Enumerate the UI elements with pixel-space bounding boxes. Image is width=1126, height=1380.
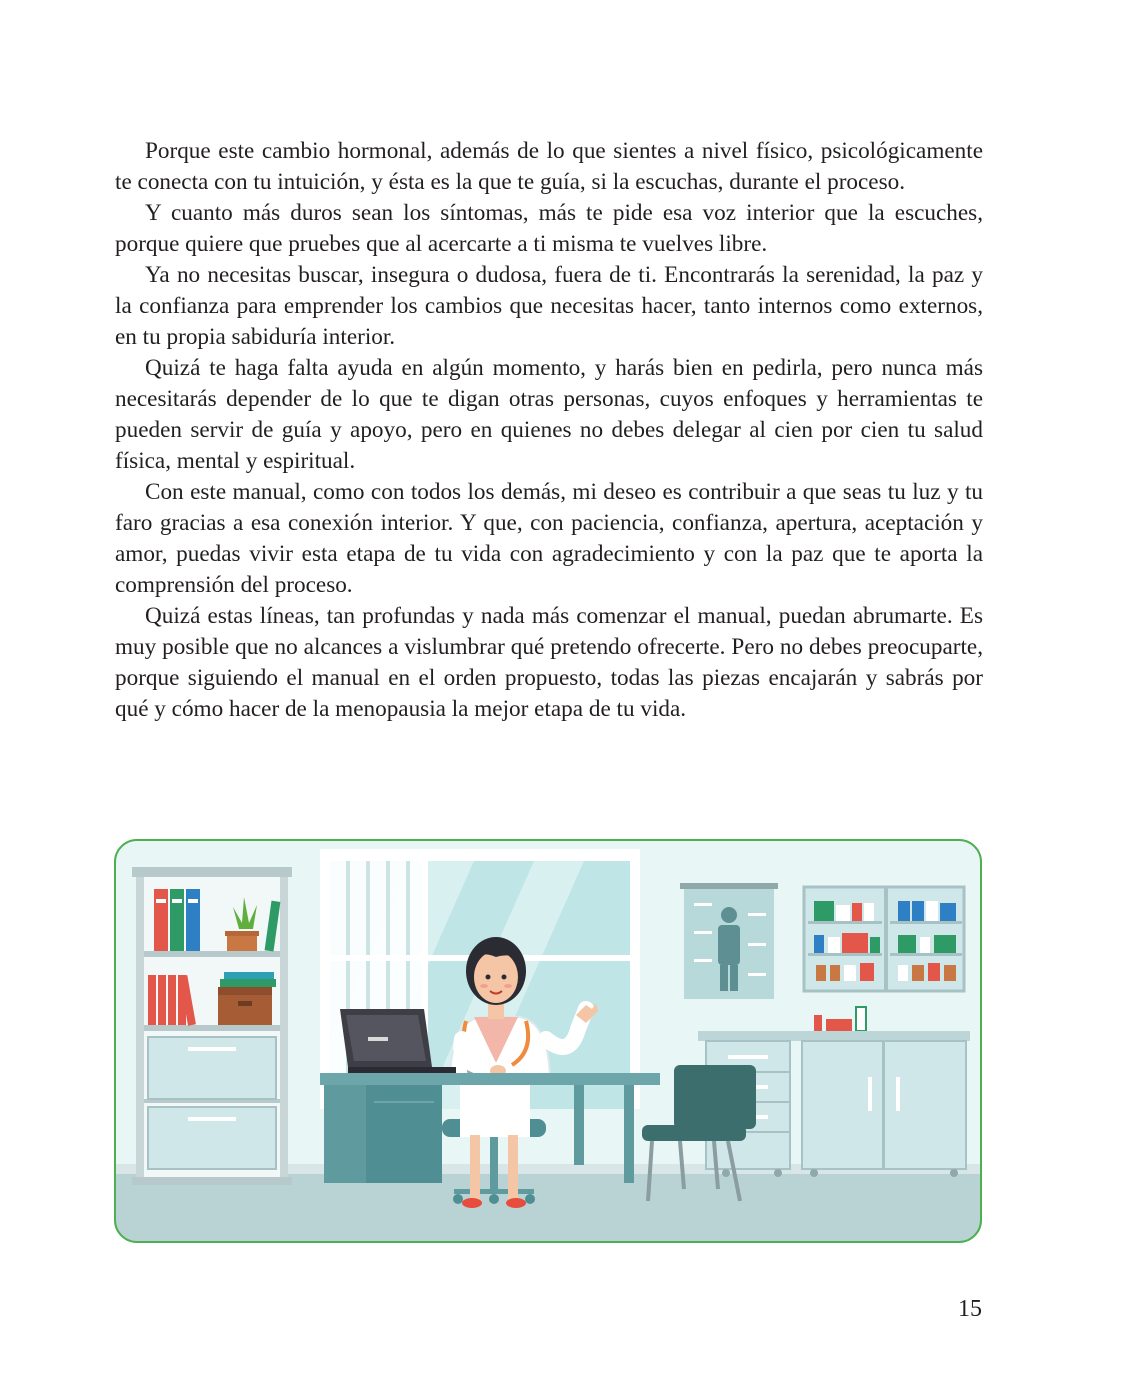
paragraph-6: Quizá estas líneas, tan profundas y nada más comenzar el manual, puedan abrumarte. Es muy posible que no alcances a vislumbrar qué pretendo ofrecerte. Pero no debes preocuparte, porque siguiendo el manual en el orden propuesto, todas las piezas encajarán y sabrás por qué y cómo hacer de la menopausia la mejor etapa de tu vida. [115, 603, 983, 722]
paragraph-4: Quizá te haga falta ayuda en algún momento, y harás bien en pedirla, pero nunca más necesitarás depender de lo que te digan otras personas, cuyos enfoques y herramientas te pueden servir de guía y apoyo, pero en quienes no debes delegar al cien por cien tu salud física, mental y espiritual. [115, 355, 983, 474]
anatomy-poster [680, 883, 778, 999]
doctor-office-svg [114, 839, 982, 1243]
medicine-cabinet [804, 887, 964, 991]
paragraph-3: Ya no necesitas buscar, insegura o dudosa, fuera de ti. Encontrarás la serenidad, la paz y la confianza para emprender los cambios que necesitas hacer, tanto internos como externos, en tu propia sabiduría interior. [115, 262, 983, 350]
bookshelf [132, 867, 292, 1185]
doctor-office-illustration [114, 839, 982, 1243]
page-number: 15 [958, 1296, 982, 1322]
paragraph-1: Porque este cambio hormonal, además de lo que sientes a nivel físico, psicológicamente te conecta con tu intuición, y ésta es la que te guía, si la escuchas, durante el proceso. [115, 138, 983, 195]
body-text [115, 136, 983, 725]
paragraph-2: Y cuanto más duros sean los síntomas, más te pide esa voz interior que la escuches, porque quiere que pruebes que al acercarte a ti misma te vuelves libre. [115, 200, 983, 257]
paragraph-5: Con este manual, como con todos los demás, mi deseo es contribuir a que seas tu luz y tu faro gracias a esa conexión interior. Y que, con paciencia, confianza, apertura, aceptación y amor, puedas vivir esta etapa de tu vida con agradecimiento y con la paz que te aporta la comprensión del proceso. [115, 479, 983, 598]
